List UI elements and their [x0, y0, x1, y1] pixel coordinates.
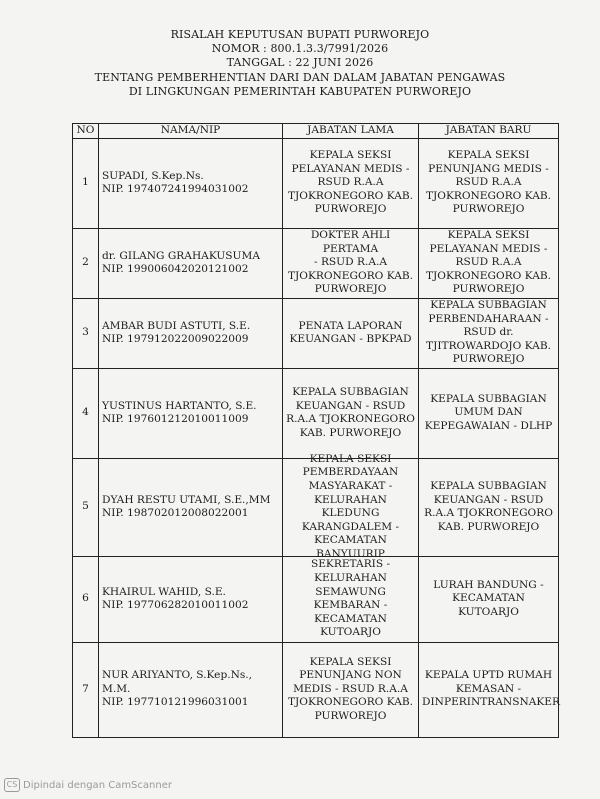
new-position-line: KAB. PURWOREJO	[437, 520, 540, 533]
new-position-line: TJOKRONEGORO KAB.	[425, 269, 552, 282]
new-position-cell	[419, 642, 559, 737]
old-position-line: MASYARAKAT -	[308, 479, 393, 492]
old-position-cell	[283, 228, 419, 298]
name-nip-line: M.M.	[102, 682, 131, 695]
name-nip-cell	[99, 642, 283, 737]
old-position-line: TJOKRONEGORO KAB.	[287, 696, 414, 709]
name-nip-line: SUPADI, S.Kep.Ns.	[102, 169, 204, 182]
new-position-line: UMUM DAN	[454, 406, 523, 419]
old-position-line: PURWOREJO	[314, 709, 387, 722]
old-position-line: KELURAHAN	[314, 571, 387, 584]
row-number: 6	[73, 556, 99, 642]
name-nip-line: NIP. 198702012008022001	[102, 507, 249, 520]
new-position-line: R.A.A TJOKRONEGORO	[424, 507, 553, 520]
new-position-line: TJOKRONEGORO KAB.	[425, 189, 552, 202]
new-position-line: KECAMATAN	[452, 592, 525, 605]
table-header-row	[73, 124, 559, 139]
header-jabatan-lama: JABATAN LAMA	[283, 124, 419, 139]
scanner-watermark	[4, 778, 172, 792]
new-position-cell	[419, 298, 559, 368]
table-row	[73, 458, 559, 556]
old-position-line: PENUNJANG NON	[299, 669, 402, 682]
new-position-line: KEPALA SEKSI	[447, 149, 530, 162]
old-position-line: KECAMATAN	[314, 612, 387, 625]
new-position-line: PURWOREJO	[452, 353, 525, 366]
new-position-cell	[419, 228, 559, 298]
old-position-line: MEDIS - RSUD R.A.A	[293, 682, 408, 695]
name-nip-cell	[99, 228, 283, 298]
new-position-line: PURWOREJO	[452, 203, 525, 216]
document-header	[0, 28, 600, 99]
name-nip-cell	[99, 298, 283, 368]
new-position-line: PERBENDAHARAAN -	[428, 312, 549, 325]
new-position-line: PURWOREJO	[452, 283, 525, 296]
new-position-line: RSUD dr.	[463, 326, 514, 339]
table-row	[73, 138, 559, 228]
new-position-line: DINPERINTRANSNAKER	[422, 696, 561, 709]
old-position-line: TJOKRONEGORO KAB.	[287, 189, 414, 202]
old-position-line: PURWOREJO	[314, 203, 387, 216]
header-nama-nip: NAMA/NIP	[99, 124, 283, 139]
table-row	[73, 642, 559, 737]
old-position-line: KEUANGAN - RSUD	[295, 399, 406, 412]
old-position-line: BANYUURIP	[316, 547, 385, 560]
new-position-line: PENUNJANG MEDIS -	[428, 162, 549, 175]
old-position-cell	[283, 298, 419, 368]
table-row	[73, 228, 559, 298]
old-position-line: KEPALA SEKSI	[309, 452, 392, 465]
new-position-line: KEPALA SUBBAGIAN	[430, 479, 547, 492]
name-nip-line: NIP. 197912022009022009	[102, 333, 249, 346]
name-nip-line: DYAH RESTU UTAMI, S.E.,MM	[102, 493, 271, 506]
document-title: RISALAH KEPUTUSAN BUPATI PURWOREJO	[170, 28, 430, 41]
old-position-line: PEMBERDAYAAN	[302, 466, 399, 479]
row-number: 5	[73, 458, 99, 556]
new-position-line: TJITROWARDOJO KAB.	[426, 339, 551, 352]
table-body	[73, 138, 559, 737]
name-nip-line: NIP. 199006042020121002	[102, 263, 249, 276]
old-position-cell	[283, 138, 419, 228]
new-position-cell	[419, 138, 559, 228]
new-position-line: KEUANGAN - RSUD	[433, 493, 544, 506]
row-number: 4	[73, 368, 99, 458]
camscanner-logo-icon: CS	[4, 778, 20, 792]
old-position-line: KEPALA SEKSI	[309, 655, 392, 668]
decree-number: NOMOR : 800.1.3.3/7991/2026	[211, 42, 389, 56]
new-position-line: KUTOARJO	[458, 605, 519, 618]
old-position-line: TJOKRONEGORO KAB.	[287, 269, 414, 282]
old-position-line: KEMBARAN -	[313, 599, 388, 612]
row-number: 2	[73, 228, 99, 298]
new-position-line: KEMASAN -	[455, 682, 522, 695]
watermark-text: Dipindai dengan CamScanner	[23, 779, 172, 791]
table-row	[73, 556, 559, 642]
old-position-cell	[283, 556, 419, 642]
name-nip-line: NIP. 197706282010011002	[102, 599, 249, 612]
old-position-line: KELURAHAN KLEDUNG	[314, 493, 387, 520]
old-position-line: KUTOARJO	[320, 626, 381, 639]
old-position-cell	[283, 368, 419, 458]
decree-subject-line-2: DI LINGKUNGAN PEMERINTAH KABUPATEN PURWOREJO	[128, 84, 472, 98]
old-position-line: R.A.A TJOKRONEGORO	[286, 413, 415, 426]
old-position-line: KEPALA SUBBAGIAN	[292, 385, 409, 398]
header-jabatan-baru: JABATAN BARU	[419, 124, 559, 139]
row-number: 7	[73, 642, 99, 737]
new-position-cell	[419, 458, 559, 556]
old-position-line: KEUANGAN - BPKPAD	[289, 333, 412, 346]
table-row	[73, 368, 559, 458]
old-position-cell	[283, 452, 419, 560]
table-row	[73, 298, 559, 368]
new-position-line: KEPALA SEKSI	[447, 229, 530, 242]
decree-subject-line-1: TENTANG PEMBERHENTIAN DARI DAN DALAM JABATAN PENGAWAS	[94, 70, 506, 84]
old-position-line: KEPALA SEKSI	[309, 149, 392, 162]
name-nip-cell	[99, 138, 283, 228]
old-position-line: KAB. PURWOREJO	[299, 426, 402, 439]
old-position-line: PURWOREJO	[314, 283, 387, 296]
name-nip-cell	[99, 368, 283, 458]
row-number: 3	[73, 298, 99, 368]
old-position-line: PELAYANAN MEDIS -	[291, 162, 410, 175]
old-position-line: DOKTER AHLI PERTAMA	[310, 229, 391, 255]
new-position-line: RSUD R.A.A	[455, 176, 522, 189]
name-nip-line: NIP. 197710121996031001	[102, 696, 249, 709]
old-position-cell	[283, 642, 419, 737]
old-position-line: - RSUD R.A.A	[314, 256, 387, 269]
name-nip-line: YUSTINUS HARTANTO, S.E.	[102, 399, 257, 412]
new-position-cell	[419, 368, 559, 458]
header-no: NO	[73, 124, 99, 139]
new-position-line: KEPALA SUBBAGIAN	[430, 392, 547, 405]
name-nip-line: dr. GILANG GRAHAKUSUMA	[102, 249, 260, 262]
new-position-line: RSUD R.A.A	[455, 256, 522, 269]
old-position-line: SEKRETARIS -	[310, 558, 391, 571]
new-position-line: LURAH BANDUNG -	[433, 578, 544, 591]
new-position-line: KEPALA UPTD RUMAH	[424, 669, 553, 682]
old-position-line: RSUD R.A.A	[317, 176, 384, 189]
old-position-line: PENATA LAPORAN	[298, 319, 403, 332]
name-nip-line: NIP. 197601212010011009	[102, 413, 249, 426]
name-nip-cell	[99, 458, 283, 556]
new-position-line: KEPALA SUBBAGIAN	[430, 299, 547, 312]
name-nip-line: NUR ARIYANTO, S.Kep.Ns.,	[102, 669, 253, 682]
old-position-line: SEMAWUNG	[315, 585, 386, 598]
name-nip-line: AMBAR BUDI ASTUTI, S.E.	[102, 319, 251, 332]
name-nip-cell	[99, 556, 283, 642]
old-position-line: KECAMATAN	[314, 534, 387, 547]
new-position-line: PELAYANAN MEDIS -	[429, 242, 548, 255]
old-position-line: KARANGDALEM -	[301, 520, 400, 533]
decree-date: TANGGAL : 22 JUNI 2026	[226, 56, 374, 70]
name-nip-line: KHAIRUL WAHID, S.E.	[102, 585, 226, 598]
new-position-cell	[419, 556, 559, 642]
name-nip-line: NIP. 197407241994031002	[102, 183, 249, 196]
position-table	[72, 123, 559, 738]
new-position-line: KEPEGAWAIAN - DLHP	[424, 419, 553, 432]
row-number: 1	[73, 138, 99, 228]
